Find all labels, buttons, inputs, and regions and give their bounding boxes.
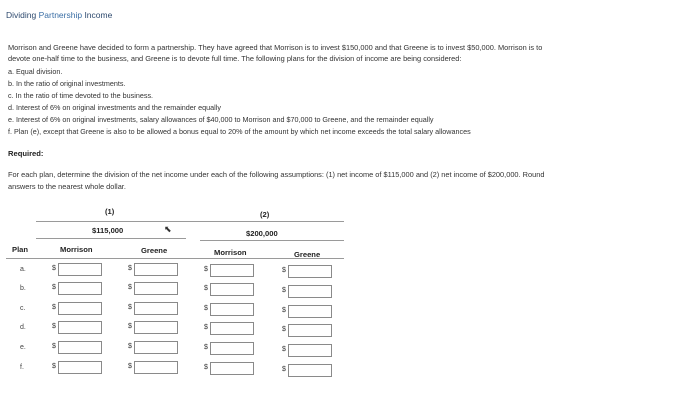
input-a-morrison-2[interactable] bbox=[210, 264, 254, 277]
cell-f-greene-1 bbox=[128, 361, 178, 374]
cell-f-morrison-1 bbox=[52, 361, 102, 374]
input-f-greene-2[interactable] bbox=[288, 364, 332, 377]
cell-d-greene-1 bbox=[128, 321, 178, 334]
currency-symbol: $ bbox=[204, 364, 208, 371]
greene-header-1: Greene bbox=[141, 246, 168, 255]
input-b-greene-2[interactable] bbox=[288, 285, 332, 298]
currency-symbol: $ bbox=[204, 344, 208, 351]
option-d: d. Interest of 6% on original investments and the remainder equally bbox=[8, 103, 221, 112]
row-label-c: c. bbox=[20, 305, 26, 312]
plan-header: Plan bbox=[12, 245, 29, 254]
cell-b-morrison-1 bbox=[52, 282, 102, 295]
currency-symbol: $ bbox=[282, 287, 286, 294]
option-b: b. In the ratio of original investments. bbox=[8, 79, 126, 88]
cell-c-greene-1 bbox=[128, 302, 178, 315]
cell-d-morrison-2 bbox=[204, 322, 254, 335]
cell-e-morrison-2 bbox=[204, 342, 254, 355]
input-b-greene-1[interactable] bbox=[134, 282, 178, 295]
currency-symbol: $ bbox=[204, 285, 208, 292]
currency-symbol: $ bbox=[52, 265, 56, 272]
option-a: a. Equal division. bbox=[8, 67, 63, 76]
input-d-morrison-2[interactable] bbox=[210, 322, 254, 335]
intro-line-1: Morrison and Greene have decided to form a partnership. They have agreed that Morrison is to invest $150,000 and that Greene is to invest $50,000. Morrison is to bbox=[8, 43, 543, 52]
group1-number: (1) bbox=[105, 207, 115, 216]
cell-d-greene-2 bbox=[282, 324, 332, 337]
input-e-greene-1[interactable] bbox=[134, 341, 178, 354]
input-c-greene-2[interactable] bbox=[288, 305, 332, 318]
currency-symbol: $ bbox=[128, 265, 132, 272]
cell-a-morrison-2 bbox=[204, 264, 254, 277]
cell-c-greene-2 bbox=[282, 305, 332, 318]
cell-f-greene-2 bbox=[282, 364, 332, 377]
option-c: c. In the ratio of time devoted to the business. bbox=[8, 91, 154, 100]
currency-symbol: $ bbox=[282, 326, 286, 333]
cell-a-greene-2 bbox=[282, 265, 332, 278]
input-a-greene-1[interactable] bbox=[134, 263, 178, 276]
row-label-e: e. bbox=[20, 344, 26, 351]
mouse-cursor-icon: ⬉ bbox=[164, 224, 172, 234]
currency-symbol: $ bbox=[52, 304, 56, 311]
cell-e-greene-2 bbox=[282, 344, 332, 357]
currency-symbol: $ bbox=[204, 305, 208, 312]
row-label-a: a. bbox=[20, 266, 26, 273]
group2-number: (2) bbox=[260, 210, 270, 219]
group2-amount: $200,000 bbox=[246, 229, 278, 238]
instructions-line-1: For each plan, determine the division of the net income under each of the following assumptions: (1) net income of $115,000 and (2) net income of $200,000. Round bbox=[8, 170, 545, 179]
cell-c-morrison-1 bbox=[52, 302, 102, 315]
currency-symbol: $ bbox=[128, 323, 132, 330]
input-f-morrison-1[interactable] bbox=[58, 361, 102, 374]
currency-symbol: $ bbox=[282, 366, 286, 373]
currency-symbol: $ bbox=[128, 304, 132, 311]
input-d-greene-1[interactable] bbox=[134, 321, 178, 334]
row-label-f: f. bbox=[20, 364, 24, 371]
input-a-morrison-1[interactable] bbox=[58, 263, 102, 276]
currency-symbol: $ bbox=[52, 363, 56, 370]
currency-symbol: $ bbox=[282, 267, 286, 274]
currency-symbol: $ bbox=[52, 284, 56, 291]
input-c-greene-1[interactable] bbox=[134, 302, 178, 315]
currency-symbol: $ bbox=[52, 343, 56, 350]
cell-a-morrison-1 bbox=[52, 263, 102, 276]
instructions-line-2: answers to the nearest whole dollar. bbox=[8, 182, 126, 191]
cell-d-morrison-1 bbox=[52, 321, 102, 334]
input-d-morrison-1[interactable] bbox=[58, 321, 102, 334]
row-label-b: b. bbox=[20, 285, 26, 292]
header-rule-top bbox=[36, 221, 344, 222]
currency-symbol: $ bbox=[128, 363, 132, 370]
input-d-greene-2[interactable] bbox=[288, 324, 332, 337]
cell-c-morrison-2 bbox=[204, 303, 254, 316]
currency-symbol: $ bbox=[128, 284, 132, 291]
required-heading: Required: bbox=[8, 149, 44, 158]
input-e-morrison-2[interactable] bbox=[210, 342, 254, 355]
cell-f-morrison-2 bbox=[204, 362, 254, 375]
input-b-morrison-1[interactable] bbox=[58, 282, 102, 295]
input-e-morrison-1[interactable] bbox=[58, 341, 102, 354]
header-rule-mid-2 bbox=[200, 240, 344, 241]
cell-a-greene-1 bbox=[128, 263, 178, 276]
input-f-greene-1[interactable] bbox=[134, 361, 178, 374]
morrison-header-2: Morrison bbox=[214, 248, 247, 257]
cell-b-greene-2 bbox=[282, 285, 332, 298]
option-e: e. Interest of 6% on original investments, salary allowances of $40,000 to Morrison and $70,000 to Greene, and the remainder equally bbox=[8, 115, 434, 124]
cell-b-greene-1 bbox=[128, 282, 178, 295]
option-f: f. Plan (e), except that Greene is also to be allowed a bonus equal to 20% of the amount by which net income exceeds the total salary allowances bbox=[8, 127, 471, 136]
input-e-greene-2[interactable] bbox=[288, 344, 332, 357]
cell-e-greene-1 bbox=[128, 341, 178, 354]
input-f-morrison-2[interactable] bbox=[210, 362, 254, 375]
currency-symbol: $ bbox=[204, 324, 208, 331]
cell-b-morrison-2 bbox=[204, 283, 254, 296]
input-b-morrison-2[interactable] bbox=[210, 283, 254, 296]
intro-line-2: devote one-half time to the business, and Greene is to devote full time. The following plans for the division of income are being considered: bbox=[8, 54, 462, 63]
greene-header-2: Greene bbox=[294, 250, 321, 259]
morrison-header-1: Morrison bbox=[60, 245, 93, 254]
input-c-morrison-1[interactable] bbox=[58, 302, 102, 315]
currency-symbol: $ bbox=[128, 343, 132, 350]
input-c-morrison-2[interactable] bbox=[210, 303, 254, 316]
currency-symbol: $ bbox=[282, 307, 286, 314]
currency-symbol: $ bbox=[52, 323, 56, 330]
page-title: Dividing Partnership Income bbox=[6, 10, 113, 20]
header-rule-mid-1 bbox=[36, 238, 186, 239]
cell-e-morrison-1 bbox=[52, 341, 102, 354]
input-a-greene-2[interactable] bbox=[288, 265, 332, 278]
currency-symbol: $ bbox=[204, 266, 208, 273]
group1-amount: $115,000 bbox=[92, 226, 124, 235]
currency-symbol: $ bbox=[282, 346, 286, 353]
row-label-d: d. bbox=[20, 324, 26, 331]
